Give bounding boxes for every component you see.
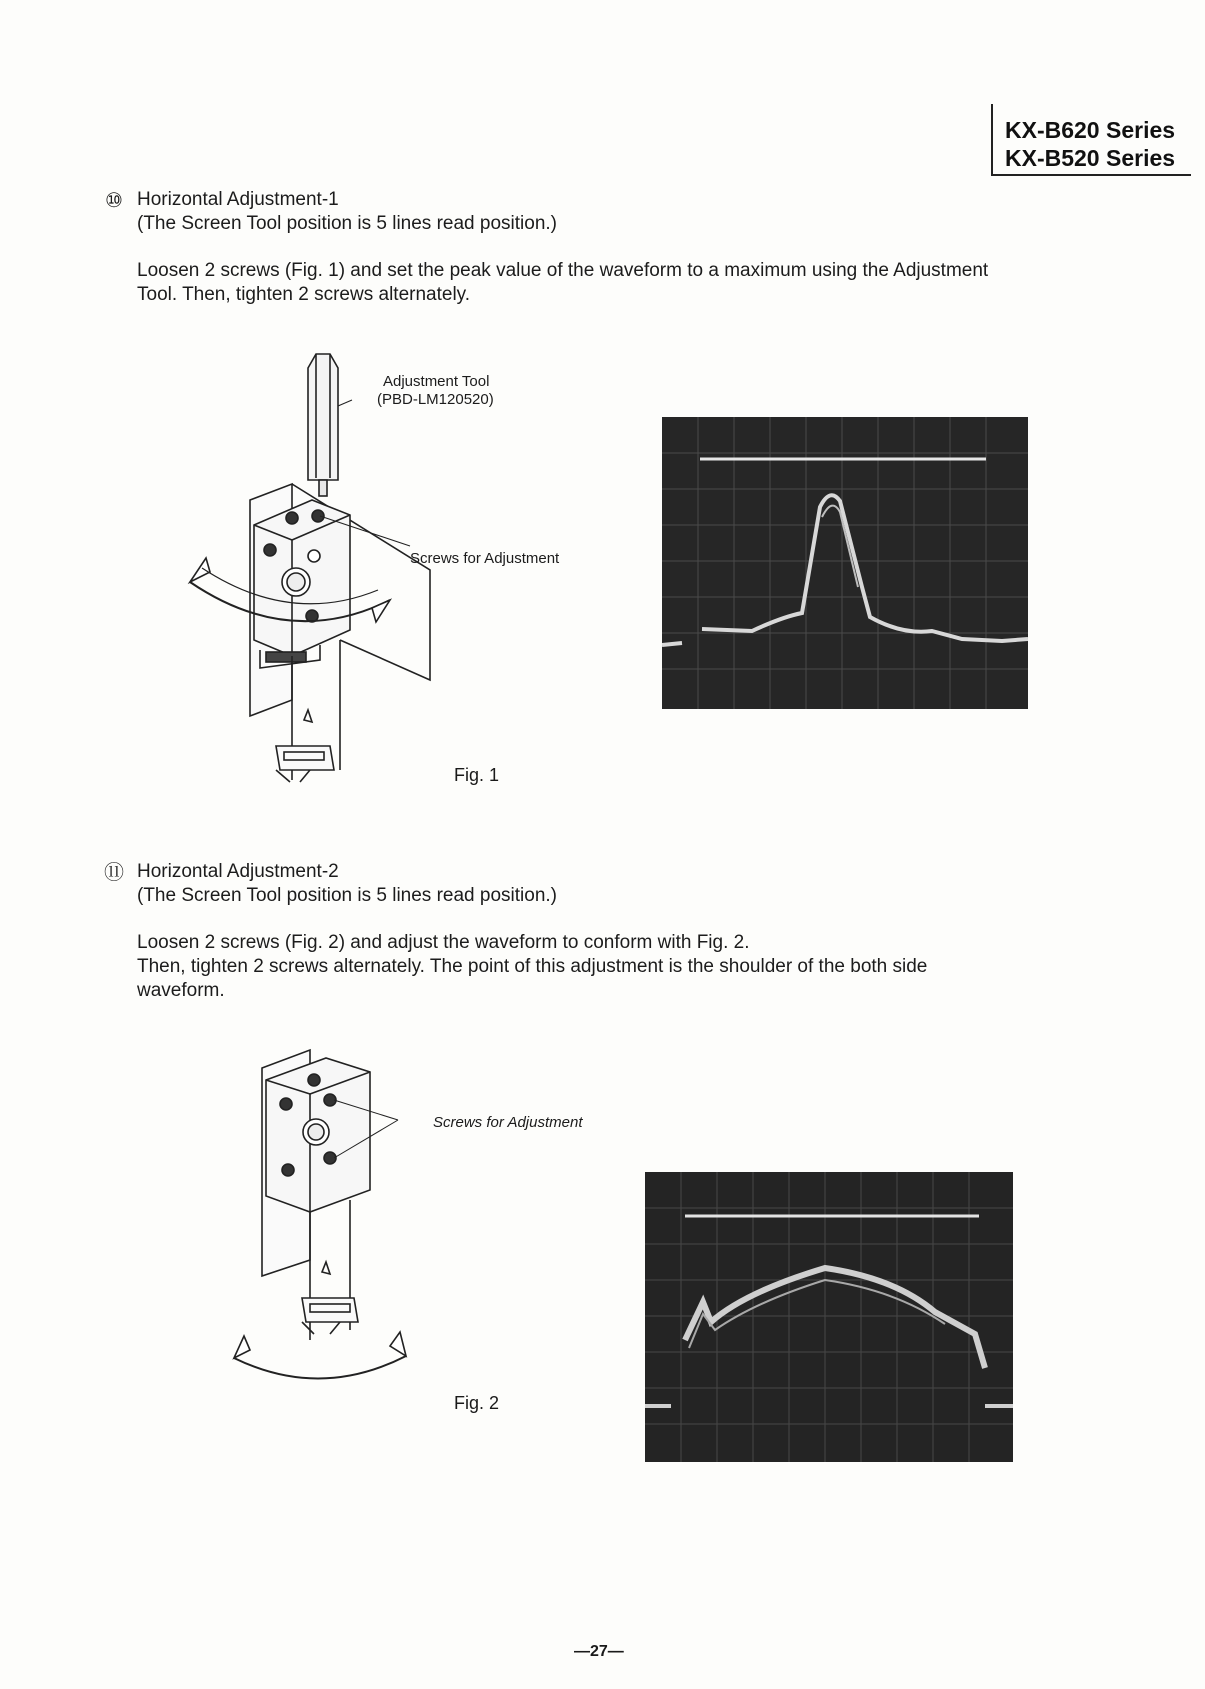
- fig1-oscilloscope-waveform: [662, 417, 1028, 709]
- fig2-oscilloscope-waveform: [645, 1172, 1013, 1462]
- section-11-instruction-line-1: Loosen 2 screws (Fig. 2) and adjust the waveform to conform with Fig. 2.: [137, 932, 750, 953]
- section-11-subtitle: (The Screen Tool position is 5 lines read position.): [137, 885, 557, 906]
- fig1-mechanism-illustration: [180, 350, 440, 790]
- fig2-caption: Fig. 2: [454, 1393, 500, 1413]
- section-10-subtitle: (The Screen Tool position is 5 lines read position.): [137, 213, 557, 234]
- fig1-tool-part-number: (PBD-LM120520): [377, 391, 494, 408]
- fig2-mechanism-illustration: [230, 1040, 450, 1400]
- fig2-screws-label: Screws for Adjustment: [433, 1114, 583, 1131]
- section-10-number: ⑩: [105, 188, 123, 212]
- section-11-title: Horizontal Adjustment-2: [137, 861, 339, 882]
- section-11-instruction-line-2: Then, tighten 2 screws alternately. The point of this adjustment is the shoulder of the both side: [137, 956, 928, 977]
- series-title-b520: KX-B520 Series: [1005, 145, 1176, 171]
- section-11-number: ⑪: [104, 860, 124, 884]
- page-number: —27—: [574, 1643, 624, 1660]
- series-header: [991, 104, 1191, 176]
- series-title-b620: KX-B620 Series: [1005, 117, 1176, 143]
- fig1-screws-label: Screws for Adjustment: [410, 550, 560, 567]
- section-10-instruction-line-1: Loosen 2 screws (Fig. 1) and set the peak value of the waveform to a maximum using the Adjustment: [137, 260, 989, 281]
- section-10-title: Horizontal Adjustment-1: [137, 189, 339, 210]
- section-11-instruction-line-3: waveform.: [137, 980, 225, 1001]
- fig1-tool-label: Adjustment Tool: [383, 373, 490, 390]
- section-10-instruction-line-2: Tool. Then, tighten 2 screws alternately.: [137, 284, 471, 305]
- fig1-caption: Fig. 1: [454, 765, 500, 785]
